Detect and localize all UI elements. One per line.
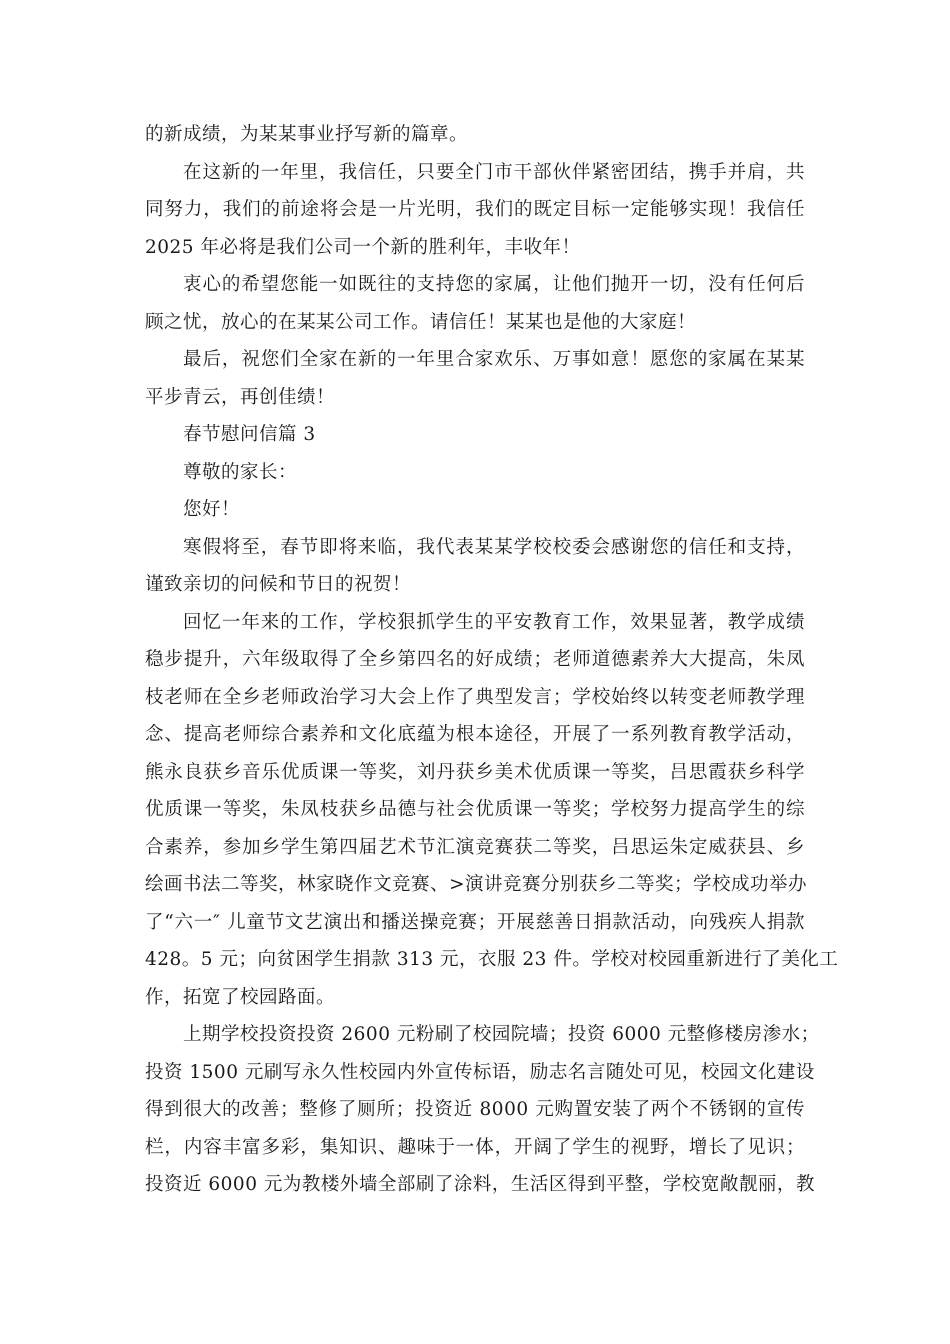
text-line: 稳步提升，六年级取得了全乡第四名的好成绩；老师道德素养大大提高，朱凤 — [145, 649, 805, 670]
paragraph — [145, 454, 805, 492]
text-line: 衷心的希望您能一如既往的支持您的家属，让他们抛开一切，没有任何后 — [183, 274, 805, 295]
text-line: 的新成绩，为某某事业抒写新的篇章。 — [145, 124, 469, 145]
paragraph — [145, 116, 805, 154]
paragraph — [145, 529, 805, 604]
text-line: 了“六一″ 儿童节文艺演出和播送操竞赛；开展慈善日捐款活动，向残疾人捐款 — [145, 911, 805, 933]
text-line: 得到很大的改善；整修了厕所；投资近 8000 元购置安装了两个不锈钢的宣传 — [145, 1099, 805, 1120]
text-line: 您好！ — [183, 499, 241, 520]
text-line: 在这新的一年里，我信任，只要全门市干部伙伴紧密团结，携手并肩，共 — [183, 161, 805, 183]
paragraph — [145, 341, 805, 416]
text-line: 同努力，我们的前途将会是一片光明，我们的既定目标一定能够实现！我信任 — [145, 199, 805, 220]
text-line: 最后，祝您们全家在新的一年里合家欢乐、万事如意！愿您的家属在某某 — [183, 349, 805, 370]
text-line: 寒假将至，春节即将来临，我代表某某学校校委会感谢您的信任和支持， — [183, 536, 805, 558]
text-line: 栏，内容丰富多彩，集知识、趣味于一体，开阔了学生的视野，增长了见识； — [145, 1136, 805, 1158]
text-line: 枝老师在全乡老师政治学习大会上作了典型发言；学校始终以转变老师教学理 — [145, 686, 805, 708]
text-line: 春节慰问信篇 3 — [183, 424, 316, 445]
paragraph — [145, 266, 805, 341]
text-line: 428。5 元；向贫困学生捐款 313 元，衣服 23 件。学校对校园重新进行了美化工 — [145, 949, 839, 970]
paragraph — [145, 154, 805, 267]
text-line: 熊永良获乡音乐优质课一等奖，刘丹获乡美术优质课一等奖，吕思霞获乡科学 — [145, 761, 805, 783]
paragraph — [145, 1016, 820, 1204]
text-line: 2025 年必将是我们公司一个新的胜利年，丰收年！ — [145, 236, 581, 258]
text-line: 优质课一等奖，朱凤枝获乡品德与社会优质课一等奖；学校努力提高学生的综 — [145, 799, 805, 820]
text-line: 回忆一年来的工作，学校狠抓学生的平安教育工作，效果显著，教学成绩 — [183, 611, 805, 633]
paragraph — [145, 416, 805, 454]
paragraph — [145, 604, 839, 1017]
document-page — [145, 116, 839, 1204]
text-line: 投资近 6000 元为教楼外墙全部刷了涂料，生活区得到平整，学校宽敞靓丽，教 — [145, 1174, 815, 1195]
text-line: 谨致亲切的问候和节日的祝贺！ — [145, 574, 412, 595]
text-line: 尊敬的家长： — [183, 461, 298, 483]
text-line: 作，拓宽了校园路面。 — [145, 986, 336, 1008]
paragraph — [145, 491, 805, 529]
text-line: 上期学校投资投资 2600 元粉刷了校园院墙；投资 6000 元整修楼房渗水； — [183, 1024, 820, 1045]
text-line: 合素养，参加乡学生第四届艺术节汇演竞赛获二等奖，吕思运朱定威获县、乡 — [145, 836, 805, 858]
text-line: 念、提高老师综合素养和文化底蕴为根本途径，开展了一系列教育教学活动， — [145, 724, 805, 745]
text-line: 顾之忧，放心的在某某公司工作。请信任！某某也是他的大家庭！ — [145, 311, 697, 333]
text-line: 投资 1500 元刷写永久性校园内外宣传标语，励志名言随处可见，校园文化建设 — [145, 1061, 815, 1083]
text-line: 平步青云，再创佳绩！ — [145, 386, 336, 408]
text-line: 绘画书法二等奖，林家晓作文竞赛、>演讲竞赛分别获乡二等奖；学校成功举办 — [145, 874, 808, 895]
